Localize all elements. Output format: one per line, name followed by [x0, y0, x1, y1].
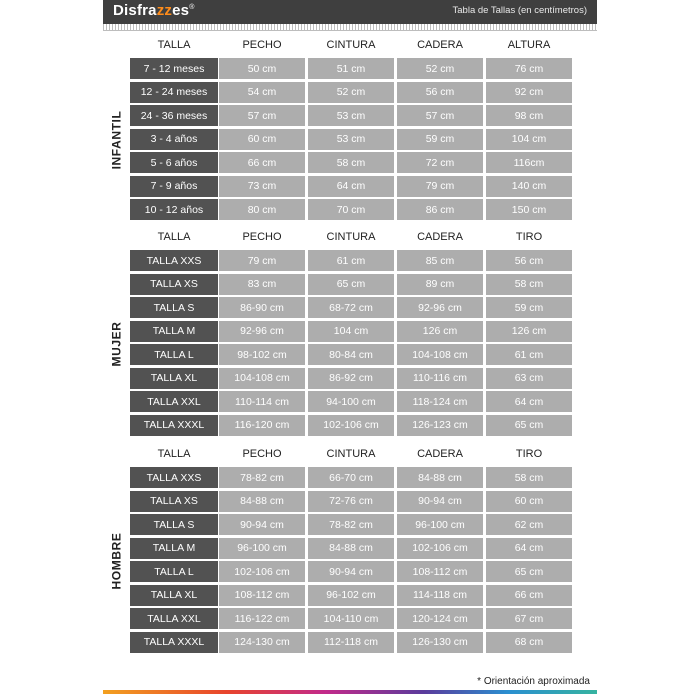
size-label: TALLA L	[130, 344, 218, 365]
column-header: ALTURA	[507, 39, 551, 51]
table-cell: 124-130 cm	[219, 632, 305, 653]
table-cell: 58 cm	[308, 152, 394, 173]
size-label: TALLA XS	[130, 491, 218, 512]
table-cell: 60 cm	[219, 129, 305, 150]
table-cell: 114-118 cm	[397, 585, 483, 606]
table-cell: 84-88 cm	[397, 467, 483, 488]
column-header: TIRO	[515, 448, 543, 460]
table-cell: 90-94 cm	[397, 491, 483, 512]
size-label: 3 - 4 años	[130, 129, 218, 150]
table-cell: 96-100 cm	[397, 514, 483, 535]
table-cell: 110-114 cm	[219, 391, 305, 412]
table-cell: 72-76 cm	[308, 491, 394, 512]
size-label: TALLA S	[130, 514, 218, 535]
size-label: TALLA XXXL	[130, 415, 218, 436]
table-cell: 98 cm	[486, 105, 572, 126]
size-label: TALLA XL	[130, 368, 218, 389]
table-cell: 50 cm	[219, 58, 305, 79]
column-header: TALLA	[157, 231, 191, 243]
size-label: 5 - 6 años	[130, 152, 218, 173]
size-label: TALLA S	[130, 297, 218, 318]
table-cell: 67 cm	[486, 608, 572, 629]
ruler-divider	[103, 24, 597, 31]
table-cell: 68 cm	[486, 632, 572, 653]
size-label: 12 - 24 meses	[130, 82, 218, 103]
table-cell: 72 cm	[397, 152, 483, 173]
size-label: TALLA M	[130, 321, 218, 342]
table-cell: 65 cm	[486, 561, 572, 582]
table-cell: 118-124 cm	[397, 391, 483, 412]
size-label: TALLA XXL	[130, 608, 218, 629]
table-cell: 94-100 cm	[308, 391, 394, 412]
table-cell: 104 cm	[308, 321, 394, 342]
table-cell: 57 cm	[397, 105, 483, 126]
column-header: CADERA	[417, 39, 463, 51]
table-cell: 102-106 cm	[219, 561, 305, 582]
table-cell: 78-82 cm	[308, 514, 394, 535]
brand-logo: Disfrazzes®	[113, 2, 195, 19]
table-cell: 108-112 cm	[397, 561, 483, 582]
table-cell: 104-110 cm	[308, 608, 394, 629]
table-cell: 68-72 cm	[308, 297, 394, 318]
section-label-text: MUJER	[109, 321, 124, 367]
table-cell: 80 cm	[219, 199, 305, 220]
table-cell: 51 cm	[308, 58, 394, 79]
table-cell: 58 cm	[486, 467, 572, 488]
table-cell: 108-112 cm	[219, 585, 305, 606]
table-cell: 84-88 cm	[308, 538, 394, 559]
table-cell: 66-70 cm	[308, 467, 394, 488]
table-cell: 92-96 cm	[397, 297, 483, 318]
column-header: PECHO	[242, 231, 282, 243]
table-cell: 85 cm	[397, 250, 483, 271]
column-header: PECHO	[242, 448, 282, 460]
size-label: TALLA XL	[130, 585, 218, 606]
table-cell: 90-94 cm	[219, 514, 305, 535]
column-header: PECHO	[242, 39, 282, 51]
table-cell: 86-90 cm	[219, 297, 305, 318]
table-cell: 79 cm	[219, 250, 305, 271]
table-cell: 140 cm	[486, 176, 572, 197]
table-cell: 73 cm	[219, 176, 305, 197]
size-label: TALLA XXS	[130, 250, 218, 271]
table-cell: 90-94 cm	[308, 561, 394, 582]
table-cell: 96-100 cm	[219, 538, 305, 559]
table-cell: 64 cm	[486, 391, 572, 412]
table-cell: 84-88 cm	[219, 491, 305, 512]
table-cell: 86-92 cm	[308, 368, 394, 389]
table-cell: 59 cm	[486, 297, 572, 318]
column-header: CINTURA	[326, 448, 376, 460]
size-label: TALLA M	[130, 538, 218, 559]
table-cell: 56 cm	[397, 82, 483, 103]
column-header: TALLA	[157, 448, 191, 460]
table-cell: 79 cm	[397, 176, 483, 197]
size-label: 7 - 12 meses	[130, 58, 218, 79]
size-label: TALLA L	[130, 561, 218, 582]
table-cell: 60 cm	[486, 491, 572, 512]
column-header: TIRO	[515, 231, 543, 243]
table-cell: 64 cm	[308, 176, 394, 197]
table-cell: 120-124 cm	[397, 608, 483, 629]
section-label	[103, 250, 129, 438]
table-cell: 98-102 cm	[219, 344, 305, 365]
table-cell: 78-82 cm	[219, 467, 305, 488]
top-bar	[103, 0, 597, 24]
table-cell: 52 cm	[308, 82, 394, 103]
size-label: TALLA XXS	[130, 467, 218, 488]
size-label: TALLA XXXL	[130, 632, 218, 653]
section-label	[103, 58, 129, 223]
table-cell: 150 cm	[486, 199, 572, 220]
table-cell: 126-123 cm	[397, 415, 483, 436]
table-cell: 116-122 cm	[219, 608, 305, 629]
column-header: CINTURA	[326, 39, 376, 51]
table-cell: 112-118 cm	[308, 632, 394, 653]
size-label: TALLA XS	[130, 274, 218, 295]
table-cell: 66 cm	[219, 152, 305, 173]
table-cell: 65 cm	[486, 415, 572, 436]
table-cell: 52 cm	[397, 58, 483, 79]
table-cell: 104 cm	[486, 129, 572, 150]
table-cell: 58 cm	[486, 274, 572, 295]
table-cell: 61 cm	[308, 250, 394, 271]
table-cell: 102-106 cm	[397, 538, 483, 559]
table-cell: 104-108 cm	[397, 344, 483, 365]
color-gradient-bar	[103, 690, 597, 694]
table-cell: 102-106 cm	[308, 415, 394, 436]
table-cell: 80-84 cm	[308, 344, 394, 365]
table-cell: 59 cm	[397, 129, 483, 150]
size-label: 24 - 36 meses	[130, 105, 218, 126]
table-cell: 62 cm	[486, 514, 572, 535]
page-title: Tabla de Tallas (en centímetros)	[452, 5, 587, 16]
table-cell: 92 cm	[486, 82, 572, 103]
table-cell: 61 cm	[486, 344, 572, 365]
table-cell: 64 cm	[486, 538, 572, 559]
section-label-text: HOMBRE	[109, 532, 123, 590]
table-cell: 92-96 cm	[219, 321, 305, 342]
table-cell: 56 cm	[486, 250, 572, 271]
section-label-text: INFANTIL	[109, 110, 124, 170]
table-cell: 110-116 cm	[397, 368, 483, 389]
table-cell: 104-108 cm	[219, 368, 305, 389]
table-cell: 126-130 cm	[397, 632, 483, 653]
table-cell: 53 cm	[308, 105, 394, 126]
column-header: CADERA	[417, 231, 463, 243]
column-header: CADERA	[417, 448, 463, 460]
table-cell: 86 cm	[397, 199, 483, 220]
table-cell: 116cm	[486, 152, 572, 173]
column-header: TALLA	[157, 39, 191, 51]
size-label: 7 - 9 años	[130, 176, 218, 197]
footnote: * Orientación aproximada	[477, 676, 590, 687]
table-cell: 96-102 cm	[308, 585, 394, 606]
table-cell: 70 cm	[308, 199, 394, 220]
table-cell: 65 cm	[308, 274, 394, 295]
table-cell: 126 cm	[486, 321, 572, 342]
table-cell: 76 cm	[486, 58, 572, 79]
table-cell: 89 cm	[397, 274, 483, 295]
column-header: CINTURA	[326, 231, 376, 243]
table-cell: 66 cm	[486, 585, 572, 606]
table-cell: 57 cm	[219, 105, 305, 126]
table-cell: 83 cm	[219, 274, 305, 295]
size-label: 10 - 12 años	[130, 199, 218, 220]
size-label: TALLA XXL	[130, 391, 218, 412]
table-cell: 54 cm	[219, 82, 305, 103]
section-label	[103, 467, 129, 655]
table-cell: 116-120 cm	[219, 415, 305, 436]
table-cell: 63 cm	[486, 368, 572, 389]
table-cell: 53 cm	[308, 129, 394, 150]
table-cell: 126 cm	[397, 321, 483, 342]
